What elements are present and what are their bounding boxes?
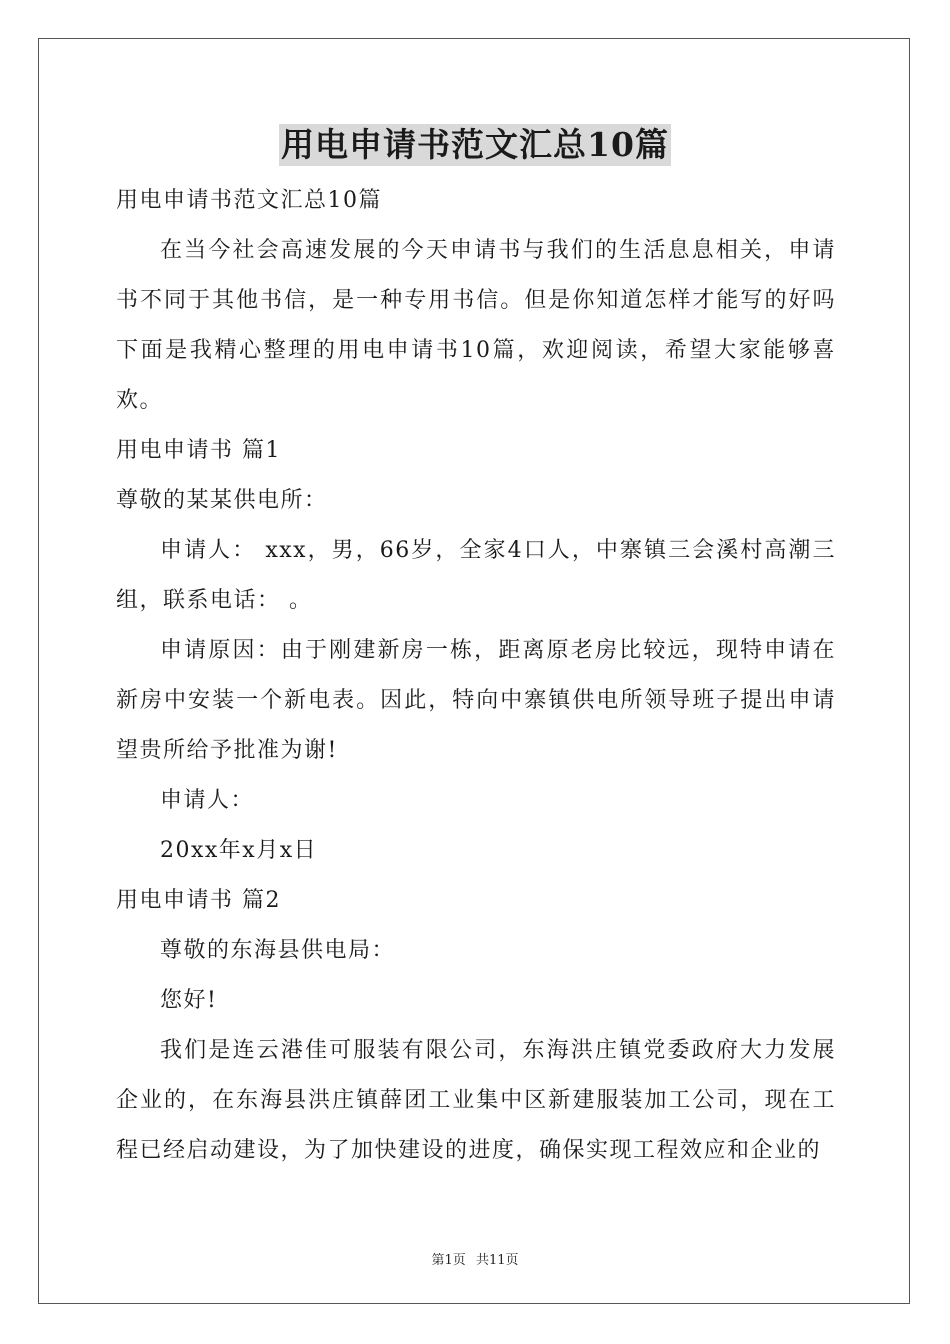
date-line: 20xx年x月x日 xyxy=(160,838,318,863)
page-total: 共11页 xyxy=(475,1253,519,1268)
signature-label: 申请人： xyxy=(160,788,255,813)
intro-paragraph: 在当今社会高速发展的今天申请书与我们的生活息息相关，申请书不同于其他书信，是一种专用书信。但是你知道怎样才能写的好吗下面是我精心整理的用电申请书10篇，欢迎阅读，希望大家能够喜欢。 xyxy=(116,238,836,413)
document-title: 用电申请书范文汇总10篇 xyxy=(281,125,669,164)
company-paragraph: 我们是连云港佳可服装有限公司，东海洪庄镇党委政府大力发展企业的，在东海县洪庄镇薛团工业集中区新建服装加工公司，现在工程已经启动建设，为了加快建设的进度，确保实现工程效应和企业的 xyxy=(116,1038,836,1163)
page-footer xyxy=(0,1249,950,1268)
section-heading-1: 用电申请书 篇1 xyxy=(116,438,281,463)
salutation-1: 尊敬的某某供电所： xyxy=(116,488,328,513)
reason-paragraph: 申请原因：由于刚建新房一栋，距离原老房比较远，现特申请在新房中安装一个新电表。因此，特向中寨镇供电所领导班子提出申请望贵所给予批准为谢! xyxy=(116,638,836,763)
page-number: 第1页 xyxy=(431,1253,466,1268)
document-body xyxy=(116,176,836,1176)
applicant-info-paragraph: 申请人： xxx，男，66岁，全家4口人，中寨镇三会溪村高潮三组，联系电话： 。 xyxy=(116,538,836,613)
section-heading-2: 用电申请书 篇2 xyxy=(116,888,281,913)
greeting-line: 您好! xyxy=(160,988,218,1013)
salutation-2: 尊敬的东海县供电局： xyxy=(160,938,396,963)
title-container xyxy=(0,124,950,166)
subtitle-line: 用电申请书范文汇总10篇 xyxy=(116,188,382,213)
